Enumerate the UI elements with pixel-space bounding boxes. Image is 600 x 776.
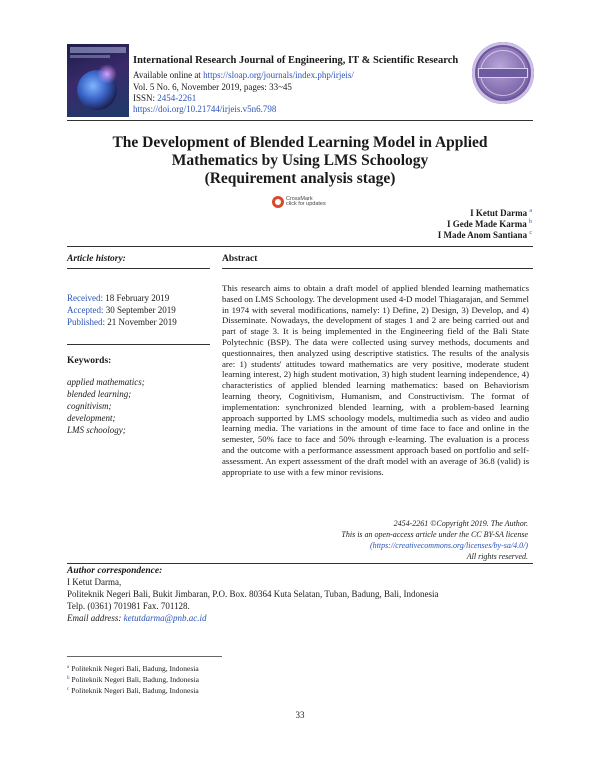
license-line: This is an open-access article under the CC BY-SA license bbox=[341, 530, 528, 539]
crossmark-sublabel: click for updates bbox=[286, 201, 326, 207]
keyword-item: cognitivism; bbox=[67, 401, 112, 411]
page-number: 33 bbox=[295, 710, 305, 720]
crossmark-icon bbox=[272, 196, 284, 208]
issn-line bbox=[133, 93, 196, 103]
volume-info: Vol. 5 No. 6, November 2019, pages: 33~45 bbox=[133, 82, 292, 92]
footnote-mark: c bbox=[67, 686, 70, 692]
paper-title bbox=[67, 134, 533, 188]
rights-line: All rights reserved. bbox=[466, 552, 528, 561]
correspondence-name: I Ketut Darma, bbox=[67, 577, 122, 587]
crossmark-badge[interactable] bbox=[272, 196, 328, 208]
keyword-item: LMS schoology; bbox=[67, 425, 126, 435]
footnote-text: Politeknik Negeri Bali, Badung, Indonesia bbox=[71, 675, 199, 684]
email-link[interactable]: ketutdarma@pnb.ac.id bbox=[123, 613, 207, 623]
availability-label: Available online at bbox=[133, 70, 204, 80]
accepted-value: 30 September 2019 bbox=[105, 305, 176, 315]
issn-label: ISSN: bbox=[133, 93, 158, 103]
header-divider bbox=[67, 120, 533, 121]
abstract-text: This research aims to obtain a draft model of applied blended learning mathematics based on LMS Schoology. The development used 4-D model Thiagarajan, and Semmel in 1974 with several modifications, namely: 1) Define, 2) Design, 3) Develop, and 4) Disseminate. Nowadays, the development of stages 1 and 2 are being carried out and part of stage 3. It is being implemented in the Engineering field of the Bali State Polytechnic (BSP). The data were collected using survey methods, documents and questionnaires, then analyzed using descriptive statistics. The results of the analysis are: 1) students' attitudes toward mathematics are very positive, moderate student learning interest, 2) high student motivation, 3) high student learning independence, 4) characteristics of applied blended learning mathematics: based on Behaviorism learning theory, Cognitivism, Humanism, and Constructivism. The format of implementation: synchronized blended learning, with a problem-based learning approach supported by LMS schoology models, multimedia such as video and audio learning media. The variations in the amount of time face to face and online in the semester, 50% face to face and 50% through e-learning. The evaluation is a process and the outcome with a performance assessment approach based on portfolio and self-assessment. An expert assessment of the draft model with an average of 36.8 (valid) is appropriate to use with a few minor revisions. bbox=[222, 283, 529, 477]
correspondence-top-rule bbox=[67, 563, 533, 564]
published-date bbox=[67, 317, 177, 327]
received-date bbox=[67, 293, 169, 303]
right-column-rule bbox=[222, 268, 533, 269]
keywords-heading: Keywords: bbox=[67, 356, 112, 366]
title-line: Mathematics by Using LMS Schoology bbox=[171, 152, 429, 169]
section-top-rule bbox=[67, 246, 533, 247]
received-label: Received: bbox=[67, 293, 106, 303]
footnote-rule bbox=[67, 656, 222, 657]
footnote-mark: b bbox=[67, 675, 70, 681]
journal-cover-image bbox=[67, 44, 129, 117]
author-2 bbox=[447, 219, 532, 229]
email-label: Email address: bbox=[67, 613, 124, 623]
published-value: 21 November 2019 bbox=[107, 317, 177, 327]
footnote-mark: a bbox=[67, 664, 70, 670]
left-column-rule bbox=[67, 268, 210, 269]
correspondence-email-line bbox=[67, 613, 206, 623]
journal-title: International Research Journal of Engineering, IT & Scientific Research bbox=[133, 55, 459, 66]
author-1 bbox=[470, 208, 532, 218]
footnote-c bbox=[67, 686, 199, 695]
doi-link[interactable]: https://doi.org/10.21744/irjeis.v5n6.798 bbox=[133, 104, 277, 114]
journal-url-link[interactable]: https://sloap.org/journals/index.php/irjeis/ bbox=[203, 70, 354, 80]
copyright-line: 2454-2261 ©Copyright 2019. The Author. bbox=[393, 519, 528, 528]
title-line: (Requirement analysis stage) bbox=[204, 170, 396, 187]
author-name: I Ketut Darma bbox=[470, 208, 528, 218]
footnote-a bbox=[67, 664, 199, 673]
keyword-item: applied mathematics; bbox=[67, 377, 145, 387]
author-name: I Made Anom Santiana bbox=[437, 230, 528, 240]
author-3 bbox=[438, 230, 532, 240]
title-line: The Development of Blended Learning Model in Applied bbox=[112, 134, 488, 151]
abstract-heading: Abstract bbox=[222, 254, 258, 264]
author-affiliation-mark: b bbox=[529, 219, 532, 225]
keyword-item: development; bbox=[67, 413, 116, 423]
footnote-b bbox=[67, 675, 199, 684]
footnote-text: Politeknik Negeri Bali, Badung, Indonesia bbox=[71, 664, 199, 673]
footnote-text: Politeknik Negeri Bali, Badung, Indonesia bbox=[71, 686, 199, 695]
availability-line bbox=[133, 70, 354, 80]
accepted-date bbox=[67, 305, 176, 315]
author-name: I Gede Made Karma bbox=[447, 219, 527, 229]
author-affiliation-mark: a bbox=[529, 208, 532, 214]
keywords-top-rule bbox=[67, 344, 210, 345]
journal-seal-logo bbox=[472, 42, 534, 104]
correspondence-phone: Telp. (0361) 701981 Fax. 701128. bbox=[67, 601, 190, 611]
license-link[interactable]: (https://creativecommons.org/licenses/by-sa/4.0/) bbox=[369, 541, 528, 550]
keywords-list bbox=[67, 376, 145, 436]
issn-link[interactable]: 2454-2261 bbox=[157, 93, 197, 103]
accepted-label: Accepted: bbox=[67, 305, 106, 315]
article-history-heading: Article history: bbox=[67, 254, 126, 264]
crossmark-label: CrossMark bbox=[286, 196, 313, 202]
correspondence-heading: Author correspondence: bbox=[67, 566, 163, 576]
received-value: 18 February 2019 bbox=[105, 293, 170, 303]
published-label: Published: bbox=[67, 317, 108, 327]
author-affiliation-mark: c bbox=[529, 230, 532, 236]
correspondence-address: Politeknik Negeri Bali, Bukit Jimbaran, P.O. Box. 80364 Kuta Selatan, Tuban, Badung, Bali, Indonesia bbox=[67, 589, 439, 599]
keyword-item: blended learning; bbox=[67, 389, 132, 399]
